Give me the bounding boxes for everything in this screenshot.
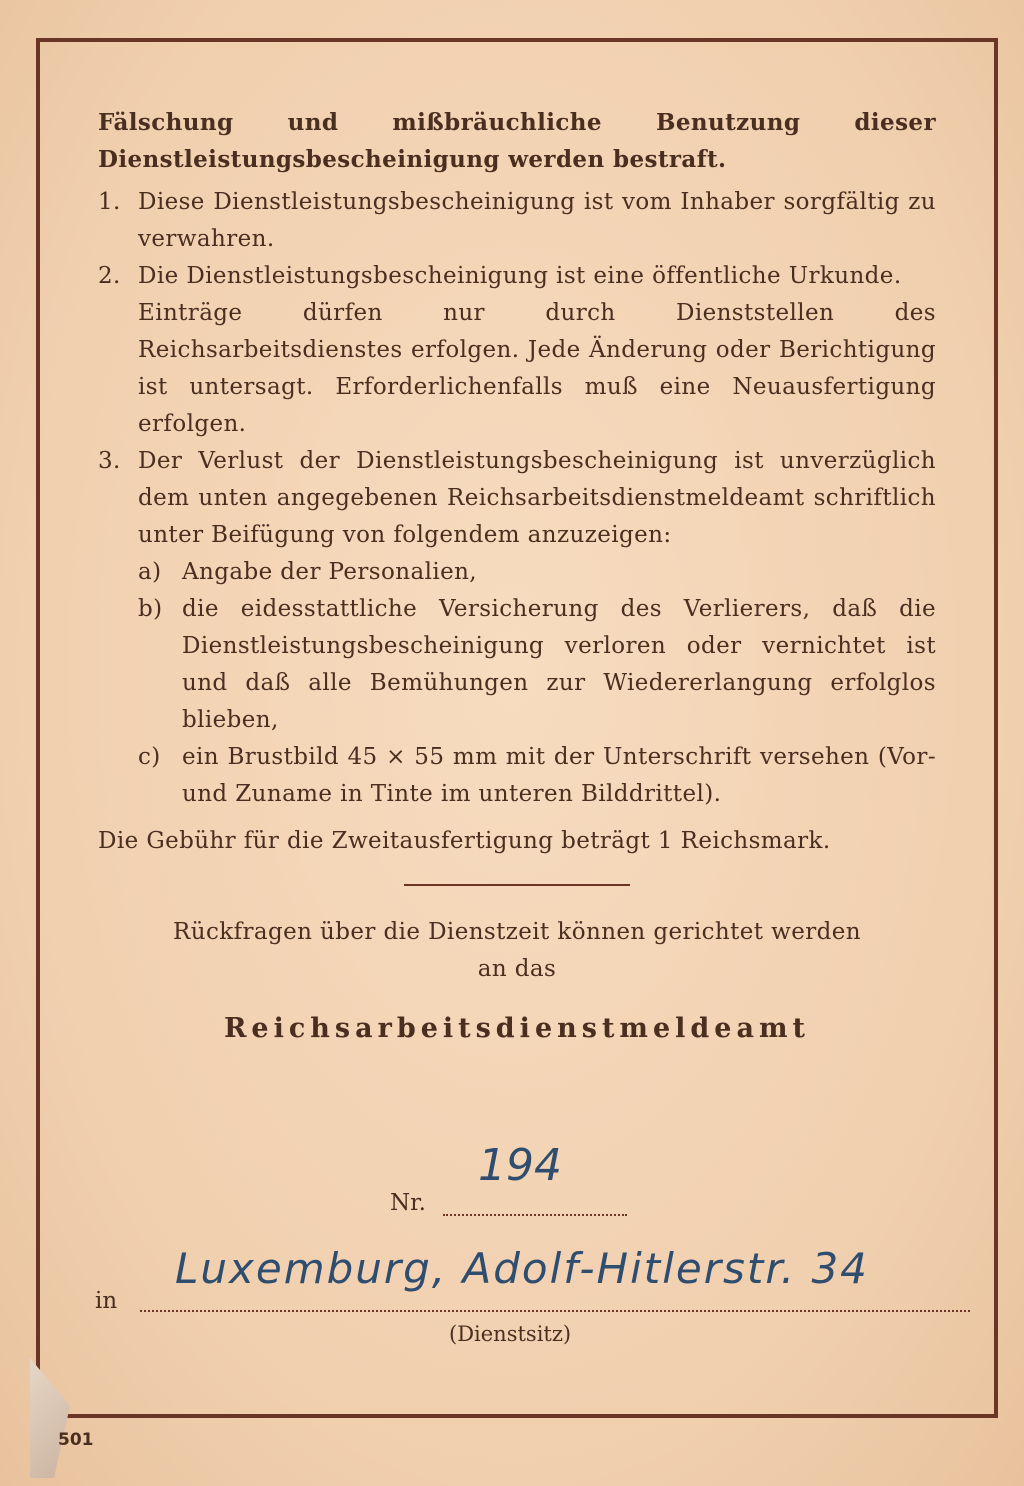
- inquiry-line-2: an das: [477, 956, 557, 982]
- document-body: [98, 104, 936, 1047]
- sub-item-b: [138, 591, 936, 739]
- sub-item-letter: b): [138, 596, 163, 622]
- list-item-2: [98, 258, 936, 443]
- sub-item-text: ein Brustbild 45 × 55 mm mit der Unterschrift versehen (Vor- und Zuname in Tinte im unteren Bilddrittel).: [182, 744, 936, 807]
- nr-fill-line: [443, 1214, 627, 1216]
- intro-warning: Fälschung und mißbräuchliche Benutzung dieser Dienstleistungsbescheinigung werden bestraft.: [98, 109, 936, 173]
- item-text: Diese Dienstleistungsbescheinigung ist vom Inhaber sorgfältig zu verwahren.: [138, 189, 936, 252]
- item-text: Der Verlust der Dienstleistungsbescheinigung ist unverzüglich dem unten angegebenen Reichsarbeitsdienstmeldeamt schriftlich unter Beifügung von folgendem anzuzeigen:: [138, 448, 936, 548]
- location-fill-line: [140, 1310, 970, 1312]
- dienstsitz-caption: (Dienstsitz): [449, 1322, 572, 1346]
- divider: [404, 884, 630, 886]
- sub-item-letter: c): [138, 744, 161, 770]
- nr-label: Nr.: [390, 1190, 426, 1216]
- office-name: Reichsarbeitsdienstmeldeamt: [223, 1013, 811, 1044]
- fee-note: Die Gebühr für die Zweitausfertigung beträgt 1 Reichsmark.: [98, 828, 831, 854]
- item-text: Einträge dürfen nur durch Dienststellen des Reichsarbeitsdienstes erfolgen. Jede Änderung oder Berichtigung ist untersagt. Erforderlichenfalls muß eine Neuausfertigung erfolgen.: [138, 300, 936, 437]
- sub-item-text: die eidesstattliche Versicherung des Verlierers, daß die Dienstleistungsbescheinigung verloren oder vernichtet ist und daß alle Bemühungen zur Wiedererlangung erfolglos blieben,: [182, 596, 936, 733]
- item-number: 3.: [98, 448, 121, 474]
- nr-handwritten-value: 194: [478, 1140, 562, 1191]
- inquiry-line-1: Rückfragen über die Dienstzeit können gerichtet werden: [173, 919, 861, 945]
- item-number: 2.: [98, 263, 121, 289]
- form-number: 501: [58, 1430, 94, 1450]
- location-handwritten-value: Luxemburg, Adolf-Hitlerstr. 34: [175, 1244, 869, 1293]
- item-text: Die Dienstleistungsbescheinigung ist eine öffentliche Urkunde.: [138, 263, 902, 289]
- sub-item-text: Angabe der Personalien,: [182, 559, 478, 585]
- in-label: in: [95, 1288, 118, 1314]
- sub-item-letter: a): [138, 559, 162, 585]
- sub-item-c: [138, 739, 936, 813]
- list-item-1: [98, 184, 936, 258]
- list-item-3: [98, 443, 936, 813]
- item-number: 1.: [98, 189, 121, 215]
- sub-item-a: [138, 554, 936, 591]
